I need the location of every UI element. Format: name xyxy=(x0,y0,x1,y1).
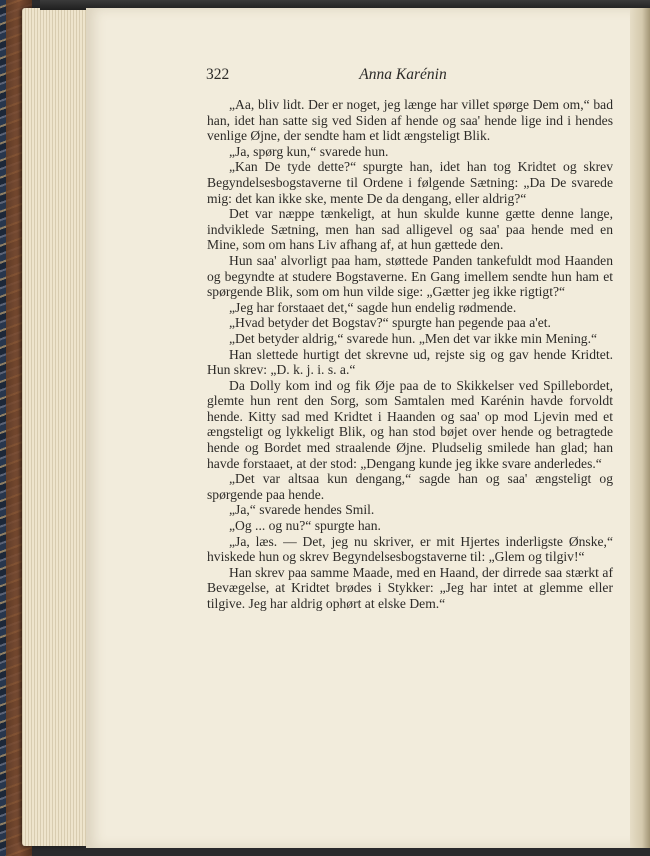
body-text xyxy=(207,97,613,612)
paragraph: „Og ... og nu?“ spurgte han. xyxy=(229,518,381,534)
page-stack-edge xyxy=(22,8,88,846)
paragraph: Det var næppe tænkeligt, at hun skulde kunne gætte denne lange, indviklede Sætning, men han sad alligevel og saa' paa hende med en Mine, som om hans Liv afhang af, at hun gættede den. xyxy=(207,206,613,253)
paragraph: „Hvad betyder det Bogstav?“ spurgte han pegende paa a'et. xyxy=(229,315,551,331)
paragraph: „Ja, læs. — Det, jeg nu skriver, er mit Hjertes inderligste Ønske,“ hviskede hun og skrev Begyndelsesbogstaverne til: „Glem og tilgiv!“ xyxy=(207,533,613,565)
facing-page-edge xyxy=(630,8,650,848)
paragraph: „Jeg har forstaaet det,“ sagde hun endelig rødmende. xyxy=(229,299,517,315)
page-number: 322 xyxy=(206,66,230,83)
paragraph: „Aa, bliv lidt. Der er noget, jeg længe har villet spørge Dem om,“ bad han, idet han satte sig ved Siden af hende og saa' hende lige ind i hendes venlige Øjne, der sendte ham et lidt ængsteligt Blik. xyxy=(207,97,613,144)
paragraph: Han slettede hurtigt det skrevne ud, rejste sig og gav hende Kridtet. Hun skrev: „D. k. j. i. s. a.“ xyxy=(207,346,613,378)
paragraph: „Ja,“ svarede hendes Smil. xyxy=(229,502,375,518)
paragraph: Da Dolly kom ind og fik Øje paa de to Skikkelser ved Spillebordet, glemte hun rent den Sorg, som Samtalen med Karénin havde forvoldt hende. Kitty sad med Kridtet i Haanden og saa' op mod Ljevin med et ængsteligt og lykkeligt Blik, og han stod bøjet over hende og betragtede hende og Bordet med straalende Øjne. Pludselig smilede han glad; han havde forstaaet, at der stod: „Dengang kunde jeg ikke svare anderledes.“ xyxy=(207,377,613,471)
paragraph: „Ja, spørg kun,“ svarede hun. xyxy=(229,143,389,159)
paragraph: Han skrev paa samme Maade, med en Haand, der dirrede saa stærkt af Bevægelse, at Kridtet brødes i Stykker: „Jeg har intet at glemme eller tilgive. Jeg har aldrig ophørt at elske Dem.“ xyxy=(207,564,613,611)
page-header xyxy=(120,66,626,86)
running-title: Anna Karénin xyxy=(359,66,447,83)
paragraph: „Kan De tyde dette?“ spurgte han, idet han tog Kridtet og skrev Begyndelsesbogstaverne til Ordene i følgende Sætning: „Da De svarede mig: det kan ikke ske, mente De da dengang, eller aldrig?“ xyxy=(207,159,613,206)
paragraph: „Det betyder aldrig,“ svarede hun. „Men det var ikke min Mening.“ xyxy=(229,330,598,346)
paragraph: „Det var altsaa kun dengang,“ sagde han og saa' ængsteligt og spørgende paa hende. xyxy=(207,471,613,502)
paragraph: Hun saa' alvorligt paa ham, støttede Panden tankefuldt mod Haanden og begyndte at studere Bogstaverne. En Gang imellem sendte hun ham et spørgende Blik, som om hun vilde sige: „Gætter jeg ikke rigtigt?“ xyxy=(207,252,613,300)
